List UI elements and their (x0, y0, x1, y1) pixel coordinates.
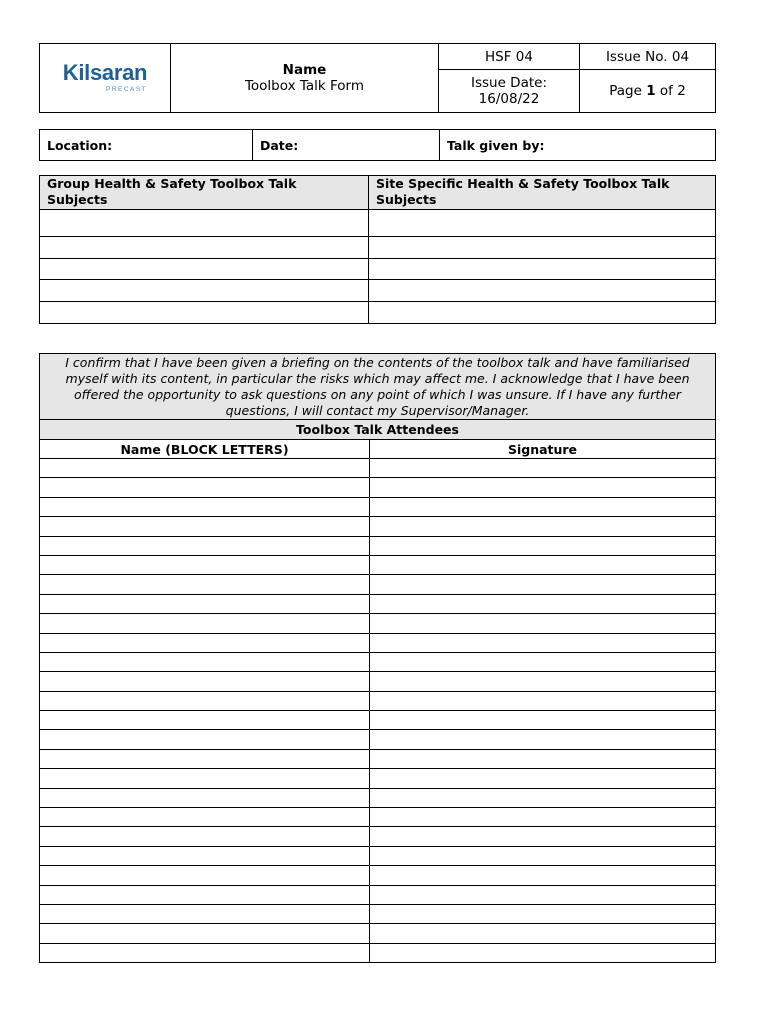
attendee-row (40, 536, 716, 555)
page-suffix: of 2 (655, 83, 686, 99)
attendee-name-cell[interactable] (40, 575, 370, 594)
logo-subtext: PRECAST (106, 85, 148, 93)
logo-cell (40, 44, 171, 113)
attendee-row (40, 788, 716, 807)
attendee-row (40, 459, 716, 478)
attendee-name-cell[interactable] (40, 711, 370, 730)
attendee-signature-cell[interactable] (370, 904, 716, 923)
attendee-row (40, 497, 716, 516)
doc-code: HSF 04 (439, 44, 580, 70)
attendee-row (40, 808, 716, 827)
form-title: Toolbox Talk Form (244, 78, 365, 94)
attendee-name-cell[interactable] (40, 943, 370, 962)
info-row-table (39, 129, 716, 161)
attendee-signature-cell[interactable] (370, 846, 716, 865)
issue-date-cell (439, 70, 580, 113)
site-subject-cell[interactable] (369, 280, 716, 302)
attendee-row (40, 730, 716, 749)
attendee-row (40, 924, 716, 943)
attendee-row (40, 478, 716, 497)
group-subject-cell[interactable] (40, 237, 369, 259)
attendee-name-cell[interactable] (40, 788, 370, 807)
attendee-signature-cell[interactable] (370, 517, 716, 536)
attendee-row (40, 749, 716, 768)
attendee-signature-cell[interactable] (370, 885, 716, 904)
attendee-name-cell[interactable] (40, 536, 370, 555)
logo-text: Kilsaran (62, 59, 148, 85)
group-subject-cell[interactable] (40, 210, 369, 237)
subject-row (40, 302, 716, 324)
attendee-name-cell[interactable] (40, 730, 370, 749)
attendee-row (40, 555, 716, 574)
attendee-signature-cell[interactable] (370, 769, 716, 788)
attendee-signature-cell[interactable] (370, 536, 716, 555)
subject-row (40, 237, 716, 259)
location-field[interactable]: Location: (40, 130, 253, 161)
kilsaran-logo (62, 59, 148, 93)
site-subject-cell[interactable] (369, 302, 716, 324)
attendee-row (40, 575, 716, 594)
attendees-table (39, 353, 716, 963)
attendees-body (40, 459, 716, 963)
page-number-cell (580, 70, 716, 113)
attendee-signature-cell[interactable] (370, 866, 716, 885)
attendee-signature-cell[interactable] (370, 594, 716, 613)
attendee-name-cell[interactable] (40, 555, 370, 574)
attendee-signature-cell[interactable] (370, 459, 716, 478)
attendee-name-cell[interactable] (40, 633, 370, 652)
attendee-name-cell[interactable] (40, 517, 370, 536)
attendee-name-cell[interactable] (40, 769, 370, 788)
attendee-name-cell[interactable] (40, 885, 370, 904)
site-subject-cell[interactable] (369, 259, 716, 280)
attendee-signature-cell[interactable] (370, 749, 716, 768)
attendee-name-cell[interactable] (40, 497, 370, 516)
subjects-body (40, 210, 716, 324)
group-subject-cell[interactable] (40, 280, 369, 302)
site-subject-cell[interactable] (369, 210, 716, 237)
form-name-cell (171, 44, 439, 113)
attendee-row (40, 672, 716, 691)
attendee-signature-cell[interactable] (370, 691, 716, 710)
group-subject-cell[interactable] (40, 259, 369, 280)
confirmation-statement: I confirm that I have been given a briefing on the contents of the toolbox talk and have familiarised myself with its content, in particular the risks which may affect me. I acknowledge that I have been offered the opportunity to ask questions on any point of which I was unsure. If I have any further questions, I will contact my Supervisor/Manager. (40, 354, 716, 420)
site-subject-cell[interactable] (369, 237, 716, 259)
attendees-title: Toolbox Talk Attendees (40, 420, 716, 440)
site-subjects-header: Site Specific Health & Safety Toolbox Talk Subjects (369, 176, 716, 210)
attendee-name-cell[interactable] (40, 652, 370, 671)
attendee-row (40, 904, 716, 923)
name-label: Name (282, 62, 327, 78)
attendee-row (40, 633, 716, 652)
attendee-row (40, 517, 716, 536)
page-number: 1 (646, 83, 656, 99)
attendee-signature-cell[interactable] (370, 924, 716, 943)
attendee-row (40, 846, 716, 865)
subjects-table (39, 175, 716, 324)
attendee-name-cell[interactable] (40, 614, 370, 633)
attendee-name-cell[interactable] (40, 866, 370, 885)
attendee-name-cell[interactable] (40, 672, 370, 691)
attendee-row (40, 866, 716, 885)
name-column-header: Name (BLOCK LETTERS) (40, 440, 370, 459)
issue-number: Issue No. 04 (580, 44, 716, 70)
attendee-name-cell[interactable] (40, 459, 370, 478)
attendee-name-cell[interactable] (40, 691, 370, 710)
attendee-name-cell[interactable] (40, 478, 370, 497)
attendee-signature-cell[interactable] (370, 827, 716, 846)
talk-given-by-field[interactable]: Talk given by: (440, 130, 716, 161)
attendee-signature-cell[interactable] (370, 633, 716, 652)
group-subjects-header: Group Health & Safety Toolbox Talk Subjects (40, 176, 369, 210)
attendee-signature-cell[interactable] (370, 497, 716, 516)
attendee-signature-cell[interactable] (370, 575, 716, 594)
attendee-row (40, 691, 716, 710)
issue-date-value: 16/08/22 (478, 91, 540, 107)
page-prefix: Page (609, 83, 647, 99)
attendee-row (40, 711, 716, 730)
attendee-signature-cell[interactable] (370, 478, 716, 497)
attendee-row (40, 594, 716, 613)
attendee-signature-cell[interactable] (370, 672, 716, 691)
attendee-name-cell[interactable] (40, 827, 370, 846)
attendee-name-cell[interactable] (40, 808, 370, 827)
attendee-name-cell[interactable] (40, 749, 370, 768)
attendee-name-cell[interactable] (40, 924, 370, 943)
attendee-row (40, 614, 716, 633)
issue-date-label: Issue Date: (470, 75, 548, 91)
attendee-signature-cell[interactable] (370, 943, 716, 962)
attendee-signature-cell[interactable] (370, 614, 716, 633)
subject-row (40, 280, 716, 302)
subject-row (40, 210, 716, 237)
attendee-signature-cell[interactable] (370, 808, 716, 827)
attendee-row (40, 769, 716, 788)
attendee-signature-cell[interactable] (370, 730, 716, 749)
attendee-row (40, 885, 716, 904)
attendee-name-cell[interactable] (40, 846, 370, 865)
attendee-signature-cell[interactable] (370, 555, 716, 574)
attendee-row (40, 652, 716, 671)
attendee-row (40, 827, 716, 846)
attendee-row (40, 943, 716, 962)
subject-row (40, 259, 716, 280)
attendee-name-cell[interactable] (40, 594, 370, 613)
group-subject-cell[interactable] (40, 302, 369, 324)
attendee-signature-cell[interactable] (370, 711, 716, 730)
attendee-signature-cell[interactable] (370, 788, 716, 807)
date-field[interactable]: Date: (253, 130, 440, 161)
document-header (39, 43, 716, 113)
attendee-name-cell[interactable] (40, 904, 370, 923)
attendee-signature-cell[interactable] (370, 652, 716, 671)
signature-column-header: Signature (370, 440, 716, 459)
